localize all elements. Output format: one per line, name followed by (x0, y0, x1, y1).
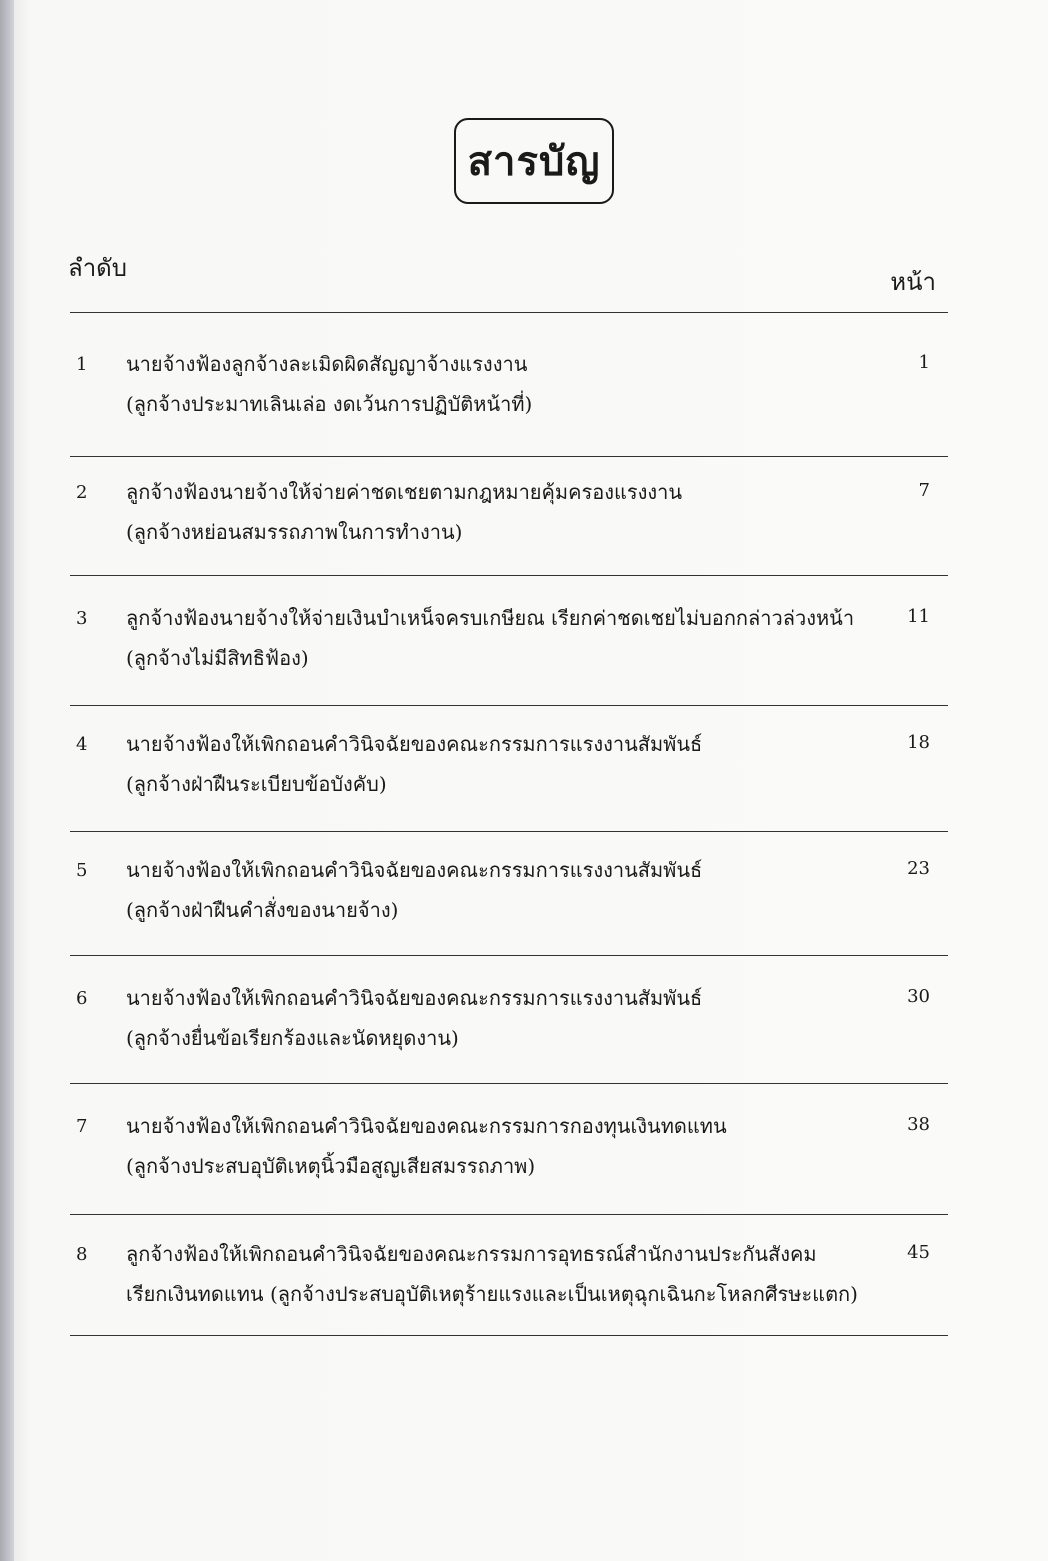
toc-entry (70, 346, 948, 466)
entry-title: นายจ้างฟ้องให้เพิกถอนคำวินิจฉัยของคณะกรรมการกองทุนเงินทดแทน (126, 1114, 727, 1138)
entry-subtitle: (ลูกจ้างฝ่าฝืนระเบียบข้อบังคับ) (126, 772, 387, 796)
entry-number: 8 (76, 1244, 88, 1265)
column-header-order: ลำดับ (68, 254, 128, 282)
toc-entry (70, 852, 948, 972)
entry-divider (70, 705, 948, 706)
entry-divider (70, 1335, 948, 1336)
entry-number: 1 (76, 354, 88, 375)
entry-subtitle: (ลูกจ้างฝ่าฝืนคำสั่งของนายจ้าง) (126, 898, 399, 922)
entry-page-number: 11 (907, 606, 930, 627)
entry-page-number: 38 (907, 1114, 930, 1135)
entry-title: นายจ้างฟ้องลูกจ้างละเมิดผิดสัญญาจ้างแรงงาน (126, 352, 528, 376)
entry-subtitle: (ลูกจ้างประมาทเลินเล่อ งดเว้นการปฏิบัติหน้าที่) (126, 392, 533, 416)
entry-subtitle: (ลูกจ้างหย่อนสมรรถภาพในการทำงาน) (126, 520, 463, 544)
book-spine-shadow (0, 0, 14, 1561)
entry-page-number: 18 (907, 732, 930, 753)
entry-title: ลูกจ้างฟ้องให้เพิกถอนคำวินิจฉัยของคณะกรรมการอุทธรณ์สำนักงานประกันสังคม (126, 1242, 817, 1266)
entry-number: 7 (76, 1116, 88, 1137)
entry-title: นายจ้างฟ้องให้เพิกถอนคำวินิจฉัยของคณะกรรมการแรงงานสัมพันธ์ (126, 986, 703, 1010)
entry-divider (70, 955, 948, 956)
entry-page-number: 30 (907, 986, 930, 1007)
title-box (454, 118, 614, 204)
entry-title: ลูกจ้างฟ้องนายจ้างให้จ่ายค่าชดเชยตามกฎหมายคุ้มครองแรงงาน (126, 480, 683, 504)
toc-entry (70, 1236, 948, 1356)
entry-subtitle: (ลูกจ้างประสบอุบัติเหตุนิ้วมือสูญเสียสมรรถภาพ) (126, 1154, 536, 1178)
entry-number: 4 (76, 734, 88, 755)
entry-page-number: 45 (907, 1242, 930, 1263)
entry-subtitle: (ลูกจ้างยื่นข้อเรียกร้องและนัดหยุดงาน) (126, 1026, 459, 1050)
toc-entry (70, 474, 948, 594)
entry-number: 5 (76, 860, 88, 881)
toc-entry (70, 600, 948, 720)
entry-page-number: 7 (918, 480, 930, 501)
entry-divider (70, 1083, 948, 1084)
page-title: สารบัญ (467, 139, 601, 185)
entry-subtitle: เรียกเงินทดแทน (ลูกจ้างประสบอุบัติเหตุร้ายแรงและเป็นเหตุฉุกเฉินกะโหลกศีรษะแตก) (126, 1282, 858, 1306)
entry-page-number: 23 (907, 858, 930, 879)
entry-divider (70, 456, 948, 457)
entry-divider (70, 831, 948, 832)
entry-number: 3 (76, 608, 88, 629)
entry-title: นายจ้างฟ้องให้เพิกถอนคำวินิจฉัยของคณะกรรมการแรงงานสัมพันธ์ (126, 858, 703, 882)
entry-divider (70, 1214, 948, 1215)
entry-subtitle: (ลูกจ้างไม่มีสิทธิฟ้อง) (126, 646, 309, 670)
entry-number: 6 (76, 988, 88, 1009)
entry-title: นายจ้างฟ้องให้เพิกถอนคำวินิจฉัยของคณะกรรมการแรงงานสัมพันธ์ (126, 732, 703, 756)
entry-title: ลูกจ้างฟ้องนายจ้างให้จ่ายเงินบำเหน็จครบเกษียณ เรียกค่าชดเชยไม่บอกกล่าวล่วงหน้า (126, 606, 855, 630)
entry-page-number: 1 (918, 352, 930, 373)
toc-entry (70, 726, 948, 846)
entry-number: 2 (76, 482, 88, 503)
toc-entry (70, 980, 948, 1100)
toc-entry (70, 1108, 948, 1228)
header-divider (70, 312, 948, 313)
column-header-page: หน้า (890, 268, 936, 296)
entry-divider (70, 575, 948, 576)
